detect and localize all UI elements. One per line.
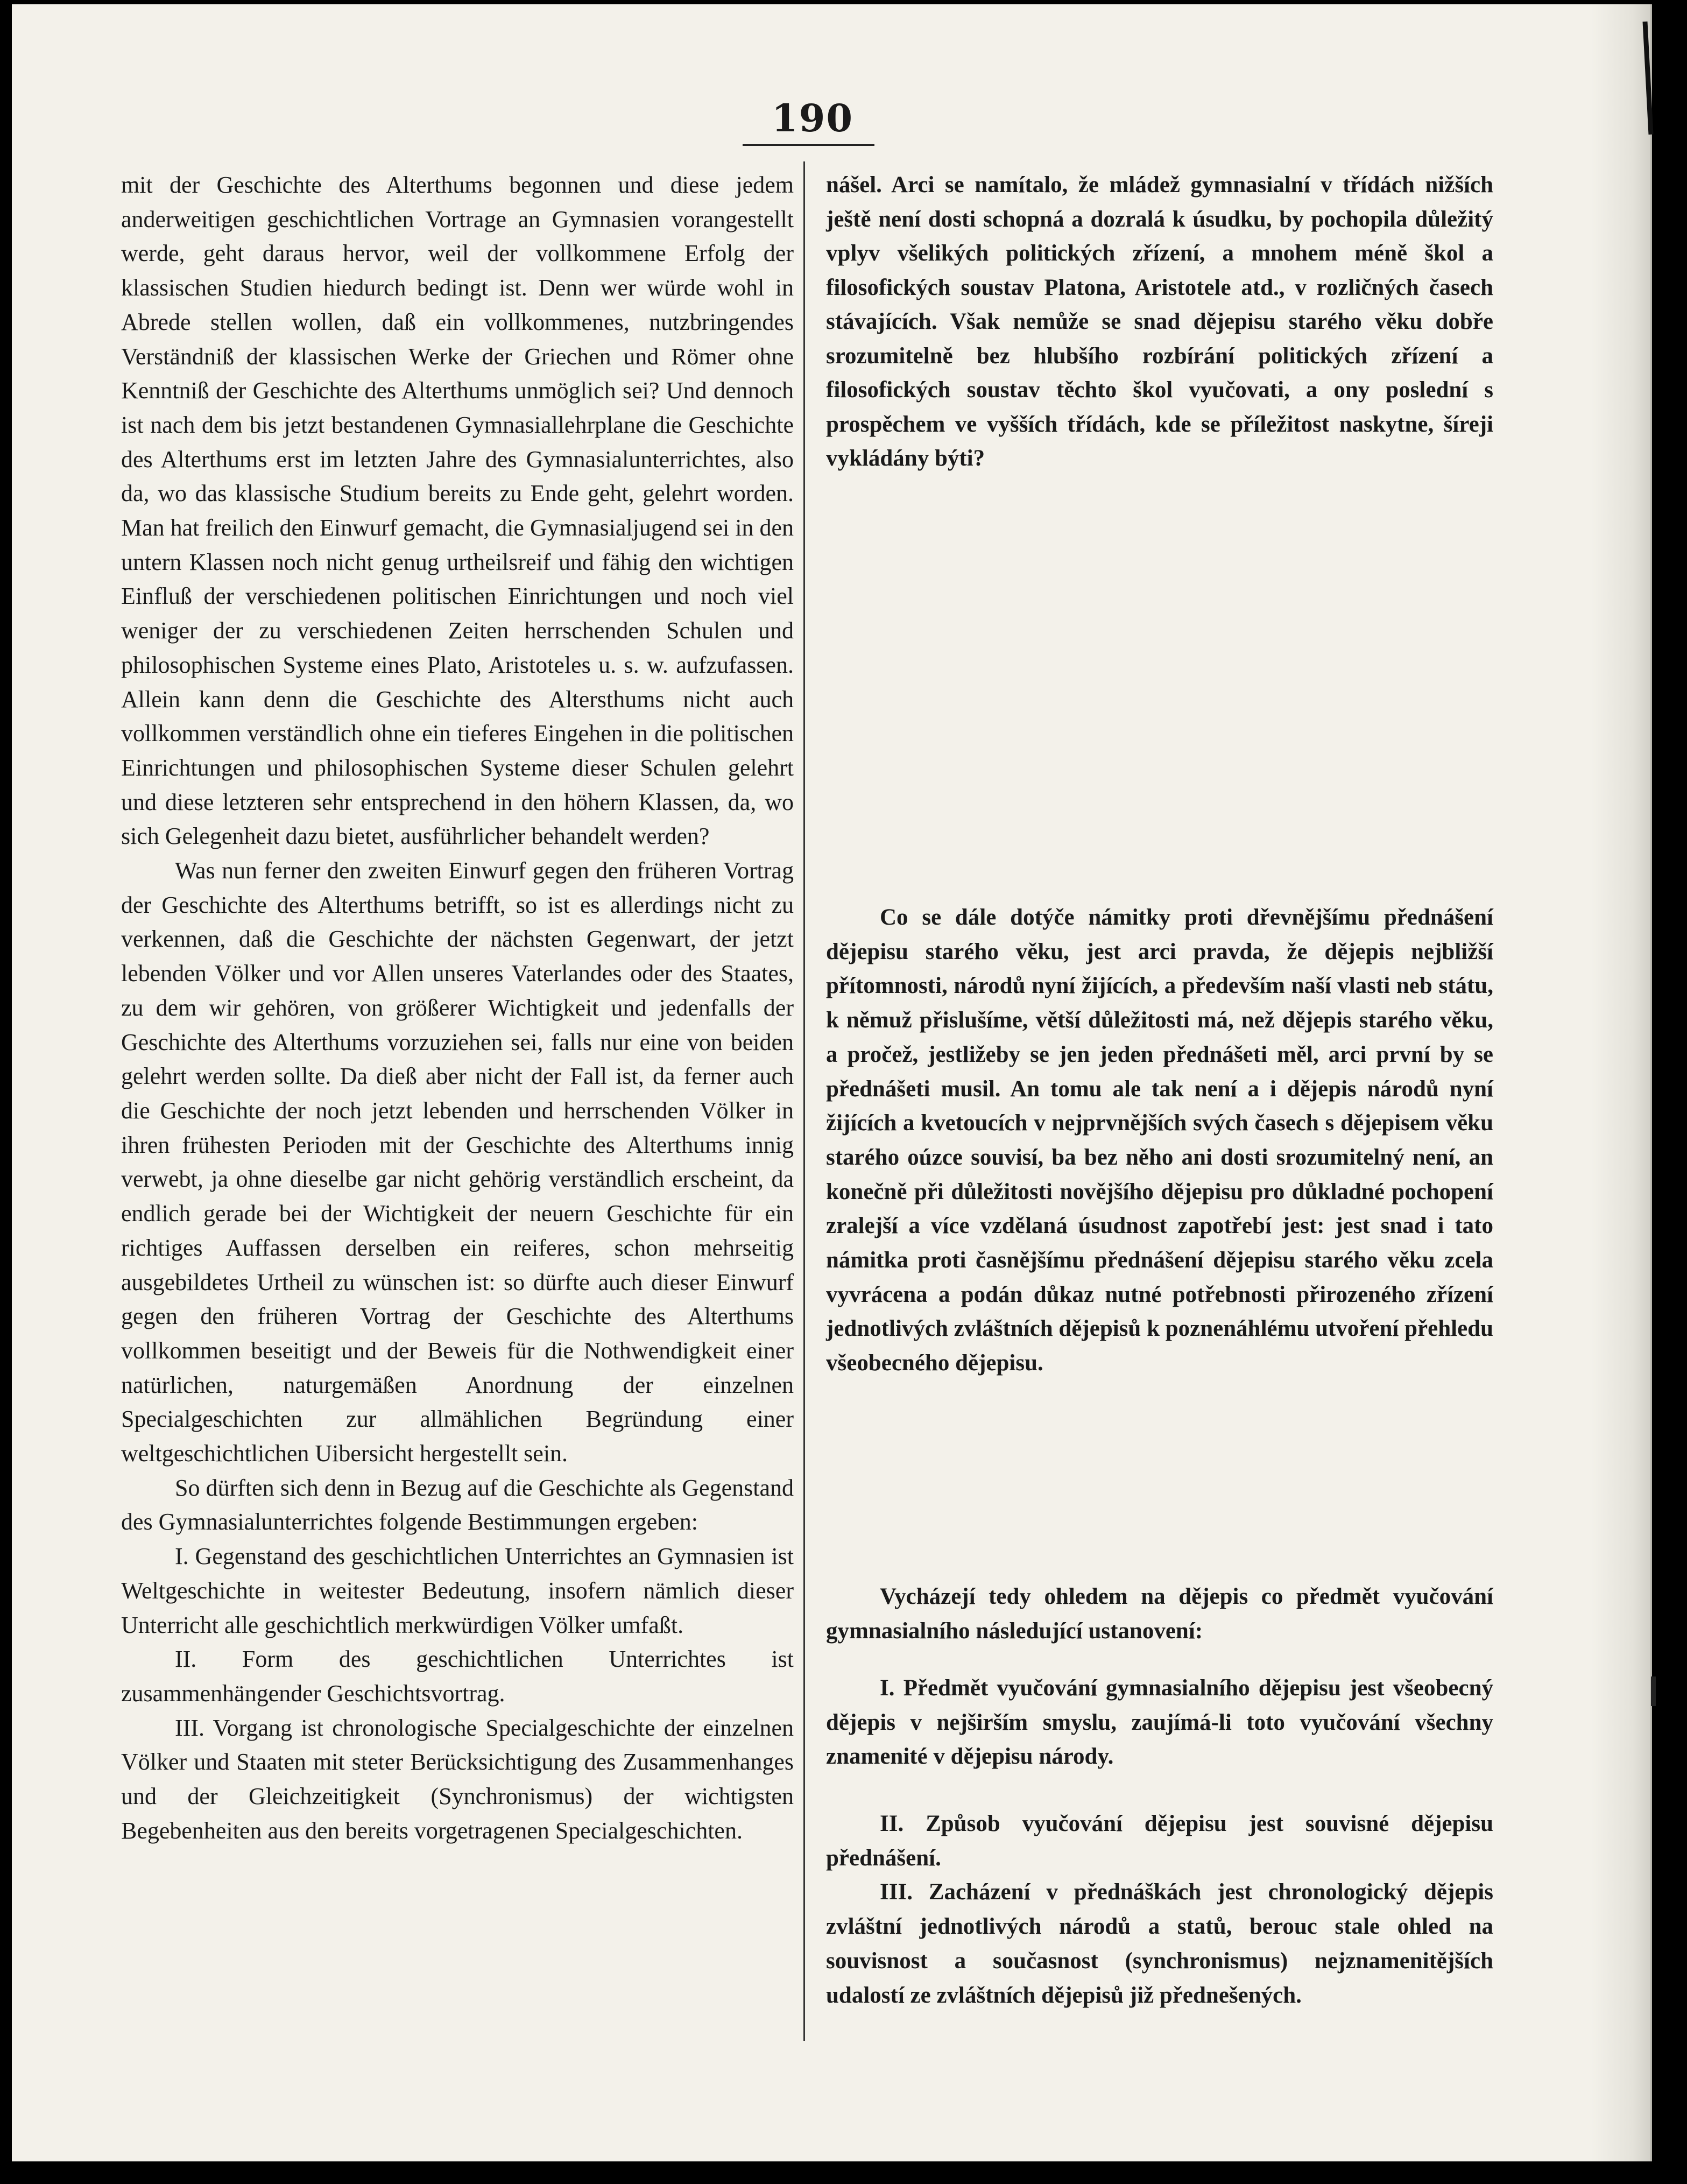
column-divider [803,161,805,2041]
czech-paragraph-1: nášel. Arci se namítalo, že mládež gymnasialní v třídách nižších ještě není dosti schopná a dozralá k úsudku, by pochopila důležitý vplyv všelikých politických zřízení, a mnohem méně škol a filosofických soustav Platona, Aristotele atd., v rozličných časech stávajících. Však nemůže se snad dějepisu starého věku dobře srozumitelně bez hlubšího rozbírání politických zřízení a filosofických soustav těchto škol vyučovati, a ony poslední s prospěchem ve vyšších třídách, kde se příležitost naskytne, šíreji vykládány býti? [826,172,1493,471]
czech-rule-1: I. Předmět vyučování gymnasialního dějepisu jest všeobecný dějepis v nejširším smyslu, zaujímá-li toto vyučování všechny znamenité v dějepisu národy. [826,1675,1493,1770]
page-number-rule [743,144,874,146]
czech-paragraph-2: Co se dále dotýče námitky proti dřevnějšímu přednášení dějepisu starého věku, jest arci pravda, že dějepis nejbližší přítomnosti, národů nyní žijících, a především naší vlasti neb státu, k němuž přislušíme, větší důležitosti má, než dějepis starého věku, a pročež, jestližeby se jen jeden přednášeti měl, arci první by se přednášeti musil. An tomu ale tak není a i dějepis národů nyní žijících a kvetoucích v nejprvnějších svých časech s dějepisem věku starého oúzce souvisí, ba bez něho ani dosti srozumitelný není, an konečně při důležitosti novějšího dějepisu pro důkladné pochopení zralejší a více vzdělaná úsudnost zapotřebí jest: jest snad i tato námitka proti časnějšímu přednášení dějepisu starého věku zcela vyvrácena a podán důkaz nutné potřebnosti přirozeného zřízení jednotlivých zvláštních dějepisů k poznenáhlému utvoření přehledu všeobecného dějepisu. [826,905,1493,1376]
german-paragraph-2: Was nun ferner den zweiten Einwurf gegen den früheren Vortrag der Geschichte des Alterthums betrifft, so ist es allerdings nicht zu verkennen, daß die Geschichte der nächsten Gegenwart, der jetzt lebenden Völker und vor Allen unseres Vaterlandes oder des Staates, zu dem wir gehören, von größerer Wichtigkeit und jedenfalls der Geschichte des Alterthums vorzuziehen sei, falls nur eine von beiden gelehrt werden sollte. Da dieß aber nicht der Fall ist, da ferner auch die Geschichte der noch jetzt lebenden und herrschenden Völker in ihren frühesten Perioden mit der Geschichte des Alterthums innig verwebt, ja ohne dieselbe gar nicht gehörig verständlich erscheint, da endlich gerade bei der Wichtigkeit der neuern Geschichte für ein richtiges Auffassen derselben ein reiferes, schon mehrseitig ausgebildetes Urtheil zu wünschen ist: so dürfte auch dieser Einwurf gegen den früheren Vortrag der Geschichte des Alterthums vollkommen beseitigt und der Beweis für die Nothwendigkeit einer natürlichen, naturgemäßen Anordnung der einzelnen Specialgeschichten zur allmählichen Begründung einer weltgeschichtlichen Uibersicht hergestellt sein. [121,857,794,1467]
german-paragraph-3: So dürften sich denn in Bezug auf die Geschichte als Gegenstand des Gymnasialunterrichtes folgende Bestimmungen ergeben: [121,1474,794,1535]
binding-shadow [1591,4,1650,2161]
czech-paragraph-3: Vycházejí tedy ohledem na dějepis co předmět vyučování gymnasialního následující ustanovení: [826,1584,1493,1644]
german-rule-3: III. Vorgang ist chronologische Specialgeschichte der einzelnen Völker und Staaten mit steter Berücksichtigung des Zusammenhanges und der Gleichzeitigkeit (Synchronismus) der wichtigsten Begebenheiten aus den bereits vorgetragenen Specialgeschichten. [121,1714,794,1844]
german-paragraph-1: mit der Geschichte des Alterthums begonnen und diese jedem anderweitigen geschichtlichen Vortrage an Gymnasien vorangestellt werde, geht daraus hervor, weil der vollkommene Erfolg der klassischen Studien hiedurch bedingt ist. Denn wer würde wohl in Abrede stellen wollen, daß ein vollkommenes, nutzbringendes Verständniß der klassischen Werke der Griechen und Römer ohne Kenntniß der Geschichte des Alterthums unmöglich sei? Und dennoch ist nach dem bis jetzt bestandenen Gymnasiallehrplane die Geschichte des Alterthums erst im letzten Jahre des Gymnasialunterrichtes, also da, wo das klassische Studium bereits zu Ende geht, gelehrt worden. Man hat freilich den Einwurf gemacht, die Gymnasialjugend sei in den untern Klassen noch nicht genug urtheilsreif und fähig den wichtigen Einfluß der verschiedenen politischen Einrichtungen und noch viel weniger der zu verschiedenen Zeiten herrschenden Schulen und philosophischen Systeme eines Plato, Aristoteles u. s. w. aufzufassen. Allein kann denn die Geschichte des Altersthums nicht auch vollkommen verständlich ohne ein tieferes Eingehen in die politischen Einrichtungen und philosophischen Systeme dieser Schulen gelehrt und diese letzteren sehr entsprechend in den höhern Klassen, da, wo sich Gelegenheit dazu bietet, ausführlicher behandelt werden? [121,172,794,850]
czech-rule-2: II. Způsob vyučování dějepisu jest souvisné dějepisu přednášení. [826,1811,1493,1871]
page-number: 190 [771,96,854,140]
page-edge-mark-small [1651,1676,1656,1706]
german-rule-1: I. Gegenstand des geschichtlichen Unterrichtes an Gymnasien ist Weltgeschichte in weitester Bedeutung, insofern nämlich dieser Unterricht alle geschichtlich merkwürdigen Völker umfaßt. [121,1543,794,1638]
czech-rules-2-3 [826,1807,1493,2012]
german-rule-2: II. Form des geschichtlichen Unterrichtes ist zusammenhängender Geschichtsvortrag. [121,1646,794,1707]
czech-rule-3: III. Zacházení v přednáškách jest chronologický dějepis zvláštní jednotlivých národů a statů, berouc stale ohled na souvisnost a současnost (synchronismus) nejznamenitějších udalostí ze zvláštních dějepisů již přednešených. [826,1879,1493,2008]
german-column [121,168,794,1848]
